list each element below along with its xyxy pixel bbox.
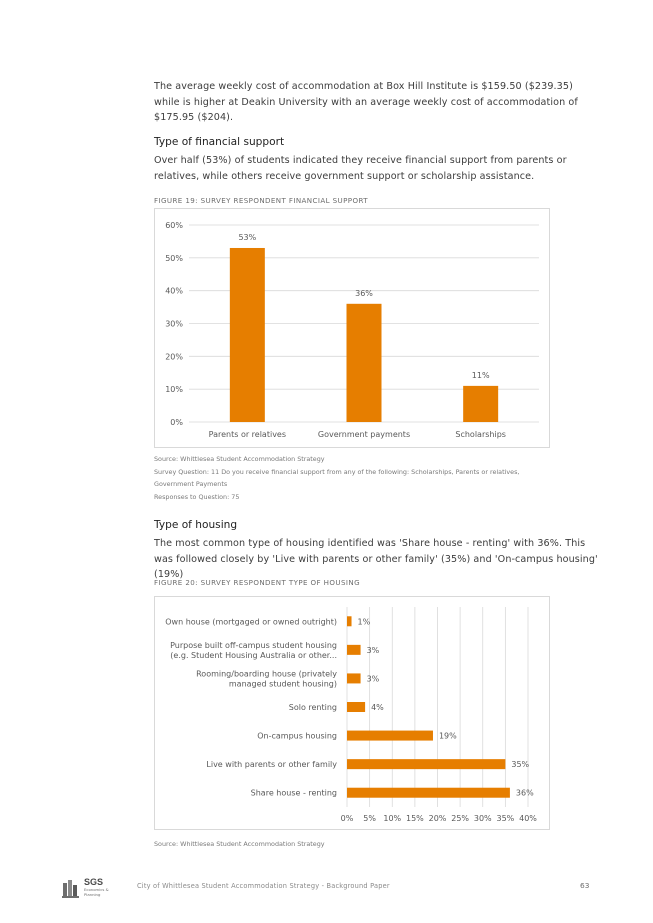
data-label: 19% xyxy=(438,731,457,741)
financial-support-paragraph: Over half (53%) of students indicated they receive financial support from parents or relatives, while others receive government support or scholarship assistance. xyxy=(154,155,567,182)
x-tick-label: 35% xyxy=(496,814,515,823)
y-tick-label: 10% xyxy=(165,385,183,395)
footer-document-title: City of Whittlesea Student Accommodation Strategy - Background Paper xyxy=(137,882,390,890)
financial-support-bar-chart xyxy=(155,209,549,447)
bar xyxy=(463,386,498,422)
intro-paragraph: The average weekly cost of accommodation at Box Hill Institute is $159.50 ($239.35) while is higher at Deakin University with an average weekly cost of accommodation of $175.95 ($204). xyxy=(154,81,578,123)
bar xyxy=(347,702,365,712)
y-category-label-line: On-campus housing xyxy=(257,731,337,741)
sgs-logo-subtext: Economics & Planning xyxy=(84,887,109,897)
data-label: 1% xyxy=(357,617,371,627)
x-tick-label: 5% xyxy=(363,814,376,823)
data-label: 36% xyxy=(355,288,373,298)
y-tick-label: 60% xyxy=(165,221,183,230)
bar xyxy=(347,673,361,683)
housing-type-bar-chart xyxy=(155,597,549,829)
y-category-label xyxy=(289,703,337,712)
y-category-label-line: Rooming/boarding house (privately xyxy=(196,669,337,679)
x-tick-label: Parents or relatives xyxy=(208,430,287,439)
y-category-label xyxy=(170,641,337,660)
bar xyxy=(347,731,433,741)
page-number: 63 xyxy=(580,881,590,890)
y-category-label-line: managed student housing) xyxy=(228,679,337,689)
y-category-label-line: Live with parents or other family xyxy=(206,760,337,770)
x-tick-label: 0% xyxy=(340,814,354,823)
data-label: 3% xyxy=(366,645,380,655)
data-label: 11% xyxy=(471,370,490,380)
y-tick-label: 20% xyxy=(165,352,183,362)
y-category-label-line: Share house - renting xyxy=(250,788,337,798)
figure-19-survey-question-cont: Government Payments xyxy=(154,480,228,489)
sgs-logo-text: SGS xyxy=(84,877,104,887)
y-category-label xyxy=(196,669,337,688)
figure-19-responses: Responses to Question: 75 xyxy=(154,492,240,501)
y-category-label-line: Solo renting xyxy=(288,703,337,712)
data-label: 53% xyxy=(238,232,257,242)
figure-19-source xyxy=(154,453,594,503)
x-tick-label: 10% xyxy=(383,814,402,823)
y-tick-label: 40% xyxy=(165,286,183,296)
x-tick-label: 20% xyxy=(428,814,447,823)
figure-19-caption: FIGURE 19: SURVEY RESPONDENT FINANCIAL SUPPORT xyxy=(154,196,369,205)
bar xyxy=(347,304,382,422)
y-category-label xyxy=(206,760,337,769)
x-tick-label: 30% xyxy=(473,814,492,823)
y-category-label-line: Own house (mortgaged or owned outright) xyxy=(165,617,337,627)
sgs-logo-icon xyxy=(62,879,82,899)
sgs-logo xyxy=(62,877,112,901)
bar xyxy=(347,759,505,769)
bar xyxy=(347,645,361,655)
y-category-label-line: Purpose built off-campus student housing xyxy=(170,640,337,650)
data-label: 35% xyxy=(511,760,530,770)
x-tick-label: 25% xyxy=(451,814,470,823)
x-tick-label: Government payments xyxy=(317,430,411,439)
y-category-label xyxy=(165,617,337,626)
y-category-label-line: (e.g. Student Housing Australia or other... xyxy=(170,650,337,660)
figure-19-survey-question: Survey Question: 11 Do you receive financial support from any of the following: Scholarships, Parents or relatives, xyxy=(154,467,520,476)
x-tick-label: 40% xyxy=(519,814,537,823)
y-category-label xyxy=(251,789,337,798)
data-label: 36% xyxy=(515,788,534,798)
figure-19-source-line: Source: Whittlesea Student Accommodation Strategy xyxy=(154,455,325,463)
data-label: 3% xyxy=(366,674,380,684)
bar xyxy=(230,248,265,422)
bar xyxy=(347,788,510,798)
x-tick-label: Scholarships xyxy=(455,430,506,439)
section-heading-type-of-housing: Type of housing xyxy=(154,519,238,531)
data-label: 4% xyxy=(371,703,384,712)
figure-19-chart-frame xyxy=(154,208,550,448)
y-tick-label: 50% xyxy=(165,253,183,263)
y-tick-label: 30% xyxy=(165,319,183,329)
y-category-label xyxy=(257,732,337,741)
bar xyxy=(347,616,352,626)
figure-20-caption: FIGURE 20: SURVEY RESPONDENT TYPE OF HOUSING xyxy=(154,578,360,587)
housing-paragraph: The most common type of housing identified was 'Share house - renting' with 36%. This was followed closely by 'Live with parents or other family' (35%) and 'On-campus housing' (19%) xyxy=(154,538,598,580)
figure-20-source: Source: Whittlesea Student Accommodation Strategy xyxy=(154,840,325,848)
figure-20-chart-frame xyxy=(154,596,550,830)
section-heading-financial-support: Type of financial support xyxy=(154,136,285,148)
x-tick-label: 15% xyxy=(405,814,424,823)
y-tick-label: 0% xyxy=(170,418,183,427)
